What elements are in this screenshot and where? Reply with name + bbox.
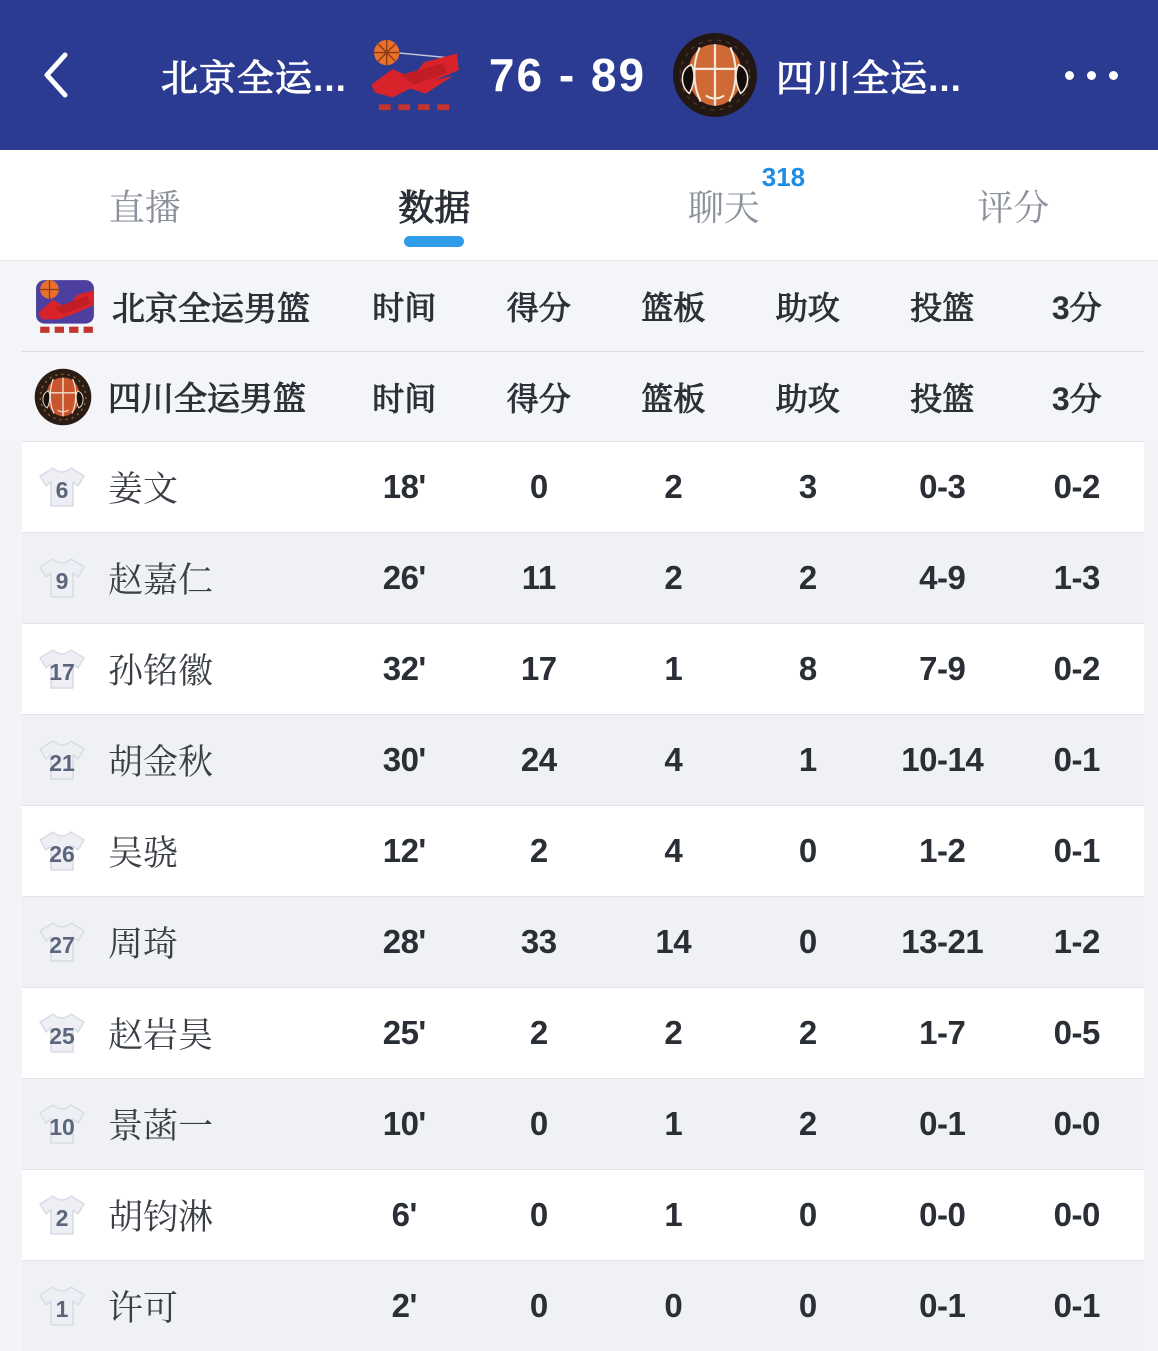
stat-fg: 1-2 xyxy=(875,832,1010,870)
player-name: 吴骁 xyxy=(108,826,178,876)
jersey-number-badge xyxy=(38,738,86,782)
table-row[interactable] xyxy=(22,441,1144,532)
player-stats-table xyxy=(0,441,1158,1351)
sichuan-team-logo-icon xyxy=(672,32,758,118)
stat-points: 33 xyxy=(472,923,607,961)
player-name: 许可 xyxy=(108,1281,178,1331)
stat-rebounds: 4 xyxy=(606,832,741,870)
stat-fg: 13-21 xyxy=(875,923,1010,961)
jersey-number: 6 xyxy=(38,472,86,509)
stat-rebounds: 2 xyxy=(606,1014,741,1052)
stat-rebounds: 14 xyxy=(606,923,741,961)
player-name: 胡金秋 xyxy=(108,735,213,785)
table-row[interactable] xyxy=(22,532,1144,623)
jersey-number-badge xyxy=(38,1284,86,1328)
jersey-number: 27 xyxy=(38,927,86,964)
jersey-number: 17 xyxy=(38,654,86,691)
stat-rebounds: 1 xyxy=(606,1196,741,1234)
column-header-time: 时间 xyxy=(337,374,472,420)
jersey-number-badge xyxy=(38,829,86,873)
stat-time: 32' xyxy=(337,650,472,688)
stat-3pt: 0-0 xyxy=(1010,1105,1145,1143)
jersey-number: 26 xyxy=(38,836,86,873)
stat-points: 0 xyxy=(472,468,607,506)
stat-3pt: 0-0 xyxy=(1010,1196,1145,1234)
tab-rating[interactable]: 评分 xyxy=(869,150,1158,260)
more-options-button[interactable] xyxy=(1065,71,1118,80)
stat-fg: 7-9 xyxy=(875,650,1010,688)
stat-time: 25' xyxy=(337,1014,472,1052)
column-header-fg: 投篮 xyxy=(875,374,1010,420)
table-row[interactable] xyxy=(22,623,1144,714)
team-name-beijing: 北京全运男篮 xyxy=(112,283,310,330)
stat-3pt: 0-2 xyxy=(1010,650,1145,688)
stat-3pt: 0-5 xyxy=(1010,1014,1145,1052)
stat-points: 0 xyxy=(472,1287,607,1325)
jersey-number: 21 xyxy=(38,745,86,782)
team-header-row-beijing[interactable] xyxy=(22,261,1144,351)
stat-rebounds: 1 xyxy=(606,1105,741,1143)
table-row[interactable] xyxy=(22,714,1144,805)
jersey-number: 9 xyxy=(38,563,86,600)
team-name-sichuan: 四川全运男篮 xyxy=(108,373,306,420)
stat-assists: 3 xyxy=(741,468,876,506)
tab-chat[interactable]: 聊天 318 xyxy=(579,150,869,260)
stat-assists: 0 xyxy=(741,832,876,870)
stat-time: 18' xyxy=(337,468,472,506)
stat-time: 30' xyxy=(337,741,472,779)
stat-rebounds: 4 xyxy=(606,741,741,779)
stat-assists: 2 xyxy=(741,1014,876,1052)
active-tab-underline xyxy=(404,236,464,247)
column-header-assists: 助攻 xyxy=(741,374,876,420)
stat-assists: 1 xyxy=(741,741,876,779)
player-name: 赵嘉仁 xyxy=(108,553,213,603)
home-team-name: 北京全运... xyxy=(161,48,347,102)
stat-fg: 10-14 xyxy=(875,741,1010,779)
away-team-name: 四川全运... xyxy=(776,48,962,102)
jersey-number: 1 xyxy=(38,1291,86,1328)
stat-time: 2' xyxy=(337,1287,472,1325)
stat-assists: 0 xyxy=(741,1196,876,1234)
player-name: 胡钧淋 xyxy=(108,1190,213,1240)
column-header-rebounds: 篮板 xyxy=(606,283,741,329)
table-row[interactable] xyxy=(22,987,1144,1078)
column-header-points: 得分 xyxy=(472,283,607,329)
tab-bar xyxy=(0,150,1158,260)
stat-points: 17 xyxy=(472,650,607,688)
stat-assists: 0 xyxy=(741,923,876,961)
stat-3pt: 1-2 xyxy=(1010,923,1145,961)
tab-data[interactable]: 数据 xyxy=(290,150,580,260)
stat-time: 12' xyxy=(337,832,472,870)
jersey-number: 25 xyxy=(38,1018,86,1055)
stat-time: 6' xyxy=(337,1196,472,1234)
sichuan-team-logo-icon xyxy=(34,368,92,426)
column-header-fg: 投篮 xyxy=(875,283,1010,329)
player-name: 景菡一 xyxy=(108,1099,213,1149)
jersey-number-badge xyxy=(38,1102,86,1146)
stat-time: 28' xyxy=(337,923,472,961)
chat-count-badge: 318 xyxy=(762,162,805,193)
table-row[interactable] xyxy=(22,805,1144,896)
stat-fg: 4-9 xyxy=(875,559,1010,597)
player-name: 孙铭徽 xyxy=(108,644,213,694)
back-button[interactable] xyxy=(40,50,96,100)
stat-rebounds: 2 xyxy=(606,559,741,597)
player-name: 周琦 xyxy=(108,917,178,967)
stat-time: 26' xyxy=(337,559,472,597)
column-header-3pt: 3分 xyxy=(1010,283,1145,329)
stat-assists: 0 xyxy=(741,1287,876,1325)
jersey-number-badge xyxy=(38,465,86,509)
stat-3pt: 0-1 xyxy=(1010,741,1145,779)
stat-assists: 2 xyxy=(741,1105,876,1143)
stat-assists: 8 xyxy=(741,650,876,688)
jersey-number-badge xyxy=(38,1011,86,1055)
team-header-row-sichuan[interactable] xyxy=(22,351,1144,441)
stat-points: 2 xyxy=(472,832,607,870)
more-dots-icon xyxy=(1065,71,1074,80)
stat-rebounds: 1 xyxy=(606,650,741,688)
stat-fg: 1-7 xyxy=(875,1014,1010,1052)
table-row[interactable] xyxy=(22,1078,1144,1169)
player-name: 姜文 xyxy=(108,462,178,512)
stat-3pt: 0-1 xyxy=(1010,832,1145,870)
stat-3pt: 1-3 xyxy=(1010,559,1145,597)
column-header-rebounds: 篮板 xyxy=(606,374,741,420)
stat-fg: 0-3 xyxy=(875,468,1010,506)
stat-fg: 0-0 xyxy=(875,1196,1010,1234)
stat-rebounds: 0 xyxy=(606,1287,741,1325)
match-score: 76 - 89 xyxy=(489,48,646,102)
stat-points: 2 xyxy=(472,1014,607,1052)
column-header-time: 时间 xyxy=(337,283,472,329)
column-header-points: 得分 xyxy=(472,374,607,420)
stats-table-header xyxy=(0,260,1158,441)
table-row[interactable] xyxy=(22,896,1144,987)
stat-rebounds: 2 xyxy=(606,468,741,506)
tab-live[interactable]: 直播 xyxy=(0,150,290,260)
stat-fg: 0-1 xyxy=(875,1105,1010,1143)
column-header-assists: 助攻 xyxy=(741,283,876,329)
jersey-number: 10 xyxy=(38,1109,86,1146)
stat-3pt: 0-1 xyxy=(1010,1287,1145,1325)
jersey-number: 2 xyxy=(38,1200,86,1237)
column-header-3pt: 3分 xyxy=(1010,374,1145,420)
jersey-number-badge xyxy=(38,920,86,964)
beijing-team-logo-icon xyxy=(365,36,463,114)
stat-3pt: 0-2 xyxy=(1010,468,1145,506)
chevron-left-icon xyxy=(40,50,70,100)
stat-time: 10' xyxy=(337,1105,472,1143)
match-header xyxy=(0,0,1158,150)
stat-assists: 2 xyxy=(741,559,876,597)
jersey-number-badge xyxy=(38,1193,86,1237)
stat-points: 24 xyxy=(472,741,607,779)
player-name: 赵岩昊 xyxy=(108,1008,213,1058)
table-row[interactable] xyxy=(22,1260,1144,1351)
stat-points: 0 xyxy=(472,1196,607,1234)
jersey-number-badge xyxy=(38,556,86,600)
jersey-number-badge xyxy=(38,647,86,691)
beijing-team-logo-icon xyxy=(34,277,96,335)
table-row[interactable] xyxy=(22,1169,1144,1260)
stat-points: 0 xyxy=(472,1105,607,1143)
stat-points: 11 xyxy=(472,559,607,597)
stat-fg: 0-1 xyxy=(875,1287,1010,1325)
